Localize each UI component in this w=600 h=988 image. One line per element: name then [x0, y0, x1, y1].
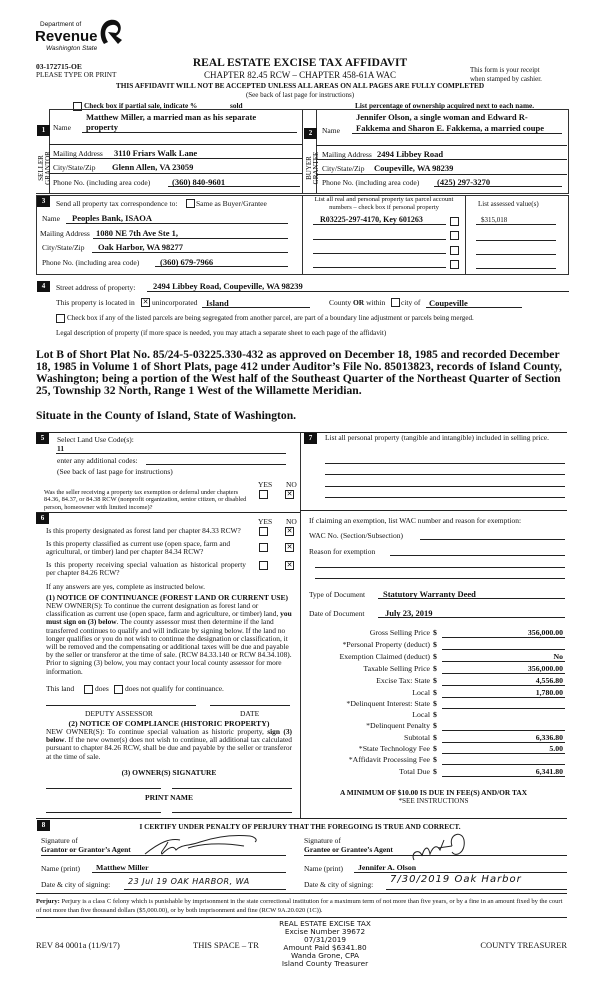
chapter-line: CHAPTER 82.45 RCW – CHAPTER 458-61A WAC [204, 70, 396, 80]
county-value[interactable]: Island [206, 298, 229, 308]
segregated-checkbox[interactable] [56, 314, 65, 323]
perjury-note [36, 898, 568, 915]
amount-label: *State Technology Fee [358, 744, 430, 753]
notice2-text-a: NEW OWNER(S): To continue special valuation as historic property, [46, 727, 264, 736]
field-line [168, 186, 300, 187]
grantee-label: GRANTEE [312, 151, 320, 185]
buyer-city-label: City/State/Zip [322, 164, 365, 173]
amount-label: Exemption Claimed (deduct) [339, 652, 430, 661]
exemption-yes-checkbox[interactable] [259, 490, 268, 499]
currency-sign: $ [433, 710, 437, 719]
deputy-assessor-line[interactable] [46, 705, 196, 706]
personal-property-checkbox[interactable] [450, 260, 459, 269]
s3-name[interactable]: Peoples Bank, ISAOA [72, 213, 153, 223]
seller-side-label [38, 148, 52, 188]
unincorporated-label: unincorporated [152, 298, 198, 307]
seller-phone[interactable]: (360) 840-9601 [172, 177, 226, 187]
personal-property-checkbox[interactable] [450, 246, 459, 255]
field-line [316, 159, 567, 160]
form-id: 03-172715-OE [36, 62, 82, 71]
notice1-title: (1) NOTICE OF CONTINUANCE (FOREST LAND OR CURRENT USE) [46, 593, 289, 602]
buyer-name-line2[interactable]: Fakkema and Sharon E. Fakkema, a married coupe [356, 123, 545, 133]
partial-sale-sold: sold [230, 101, 243, 110]
amount-label: Local [412, 688, 430, 697]
treasurer-stamp [260, 920, 390, 969]
amount-label: Total Due [399, 767, 430, 776]
grantor-date-city-label: Date & city of signing: [41, 880, 111, 889]
owner-signature-label: (3) OWNER(S) SIGNATURE [121, 768, 217, 777]
forest-question: Is this property designated as forest land per chapter 84.33 RCW? [46, 526, 241, 535]
forest-yes-checkbox[interactable] [259, 527, 268, 536]
does-label: does [95, 684, 109, 693]
reason-input[interactable] [390, 555, 565, 556]
grantor-date-city[interactable]: 23 Jul 19 OAK HARBOR, WA [128, 877, 250, 886]
field-line [476, 240, 556, 241]
s3-mailing[interactable]: 1080 NE 7th Ave Ste 1, [96, 228, 179, 238]
buyer-label: BUYER [305, 156, 313, 180]
field-line [442, 649, 565, 650]
stamp-date: 07/31/2019 [303, 935, 347, 945]
minimum-note: A MINIMUM OF $10.00 IS DUE IN FEE(S) AND/OR TAX [339, 788, 528, 797]
currency-sign: $ [433, 767, 437, 776]
amount-value[interactable]: 6,341.80 [535, 767, 563, 776]
divider [36, 917, 567, 918]
field-line [313, 224, 446, 225]
notice2-text-b: . If the new owner(s) does not wish to continue, all additional tax calculated pursuant to chapter 84.26 RCW, shall be due and payable by the seller or transferor at the time of sale. [46, 735, 293, 761]
personal-property-checkbox[interactable] [450, 231, 459, 240]
notice1-bold: you must sign on (3) below [46, 609, 292, 627]
buyer-mailing-label: Mailing Address [322, 150, 372, 159]
legal-label: Legal description of property (if more space is needed, you may attach a separate sheet to each page of the affidavit) [56, 329, 387, 337]
field-line [66, 223, 288, 224]
legal-description: Lot B of Short Plat No. 85/24-5-03225.330-432 as approved on December 18, 1985 and recorded December 18, 1985 in Volume 1 of Short Plats, page 412 under Auditor’s File No. 85013823, records of Island County, Washington; being a portion of the West half of the Southeast Quarter of the Northeast Quarter of Section 25, Township 32 North, Range 1 West of the Willamette Meridian. [36, 348, 562, 397]
amount-label: *Delinquent Penalty [366, 721, 430, 730]
field-line [442, 685, 565, 686]
section-1-badge: 1 [37, 125, 50, 136]
field-line [476, 254, 556, 255]
grantee-sig-of: Signature of [304, 836, 341, 845]
or-word: OR [352, 298, 365, 307]
section-7-badge: 7 [304, 433, 317, 444]
buyer-side-label [306, 148, 320, 188]
stamp-excise-number: Excise Number 39672 [284, 927, 366, 937]
field-line [93, 238, 288, 239]
buyer-phone[interactable]: (425) 297-3270 [437, 177, 491, 187]
field-line [426, 307, 522, 308]
parcel-header-2: numbers – check box if personal property [329, 203, 439, 211]
field-line [155, 266, 288, 267]
this-land-row [46, 684, 74, 693]
seller-name-line2[interactable]: property [86, 122, 118, 132]
reason-line[interactable] [315, 578, 565, 579]
amount-label: Excise Tax: State [376, 676, 430, 685]
does-not-qualify-checkbox[interactable] [114, 685, 123, 694]
currency-sign: $ [433, 699, 437, 708]
currency-sign: $ [433, 721, 437, 730]
stamp-line: REAL ESTATE EXCISE TAX [279, 919, 371, 928]
field-line [378, 598, 565, 599]
field-line[interactable] [325, 463, 565, 464]
field-line [442, 661, 565, 662]
currency-sign: $ [433, 628, 437, 637]
field-line [146, 464, 286, 465]
field-line [316, 174, 567, 175]
notice1-text-b: . The county assessor must then determine if the land transferred continues to qualify and will indicate by signing below. If the land no longer qualifies or you do not wish to continue the designation or classification, it will be removed and the compensating or additional taxes will be due and payable by the seller or transferor at the time of sale. (RCW 84.33.140 or RCW 84.34.108). Prior to signing (3) below, you may contact your local county assessor for more information. [46, 617, 292, 676]
receipt-note-2: when stamped by cashier. [470, 75, 542, 83]
field-line [442, 637, 565, 638]
amount-value[interactable]: 5.00 [549, 744, 563, 753]
parcel-assessed[interactable]: $315,018 [481, 216, 508, 224]
grantor-name[interactable]: Matthew Miller [96, 863, 149, 872]
owner-signature-line[interactable] [46, 788, 161, 789]
located-label: This property is located in [56, 298, 135, 307]
divider [36, 512, 300, 513]
owner-signature-line[interactable] [172, 788, 292, 789]
field-line [313, 267, 446, 268]
logo-revenue: Revenue [35, 28, 98, 45]
within-word: within [366, 298, 386, 307]
assessed-header: List assessed value(s) [478, 200, 539, 208]
field-line [82, 132, 297, 133]
field-line [202, 307, 310, 308]
wac-label: WAC No. (Section/Subsection) [309, 531, 403, 540]
county-word: County [329, 298, 352, 307]
perjury-text: Perjury is a class C felony which is punishable by imprisonment in the state correctional institution for a maximum term of not more than five years, or by a fine in an amount fixed by the court of not more than five thousand dollars ($5,000.00), or by both imprisonment and fine (RCW 9A.20.020 (1C)). [36, 898, 563, 914]
forest-no-checkbox[interactable]: ✕ [286, 527, 293, 535]
field-line [442, 697, 565, 698]
field-line [476, 268, 556, 269]
same-as-buyer-label: Same as Buyer/Grantee [196, 199, 267, 208]
section-8-badge: 8 [37, 820, 50, 831]
situate-line: Situate in the County of Island, State of Washington. [36, 409, 297, 422]
grantor-sig-of: Signature of [41, 836, 78, 845]
amount-label: Subtotal [404, 733, 430, 742]
please-type: PLEASE TYPE OR PRINT [36, 71, 117, 79]
field-line [442, 776, 565, 777]
exemption-question: Was the seller receiving a property tax exemption or deferral under chapters 84.36, 84.37, or 84.38 RCW (nonprofit organization, senior citizen, or disabled person, homeowner with limited income)? [44, 489, 247, 511]
this-space-label: THIS SPACE – TR [193, 940, 259, 950]
doc-type-label: Type of Document [309, 590, 366, 599]
currency-sign: $ [433, 640, 437, 649]
perjury-label: Perjury: [36, 898, 60, 905]
amount-label: *Affidavit Processing Fee [348, 755, 430, 764]
field-line [442, 730, 565, 731]
s3-name-label: Name [42, 214, 60, 223]
s3-phone-label: Phone No. (including area code) [42, 258, 140, 267]
amount-value[interactable]: 356,000.00 [527, 628, 563, 637]
date-line[interactable] [210, 705, 290, 706]
personal-property-checkbox[interactable] [450, 217, 459, 226]
field-line[interactable] [325, 497, 565, 498]
grantor-name-label: Name (print) [41, 864, 80, 873]
field-line [49, 158, 302, 159]
print-name-line[interactable] [172, 812, 292, 813]
stamp-amount: Amount Paid $6341.80 [283, 943, 367, 953]
logo-state: Washington State [46, 45, 98, 52]
field-line [352, 133, 562, 134]
amount-value[interactable]: No [553, 652, 563, 661]
amount-label: Taxable Selling Price [363, 664, 430, 673]
field-line [434, 186, 562, 187]
seller-mailing-label: Mailing Address [53, 149, 103, 158]
field-line [92, 252, 288, 253]
field-line [442, 742, 565, 743]
date-label: DATE [240, 709, 260, 718]
form-revision: REV 84 0001a (11/9/17) [36, 940, 120, 950]
currency-sign: $ [433, 733, 437, 742]
amount-value[interactable]: 356,000.00 [527, 664, 563, 673]
notice1-text-a: NEW OWNER(S): To continue the current designation as forest land or classification as current use (open space, farm and agriculture, or timber) land, [46, 601, 279, 619]
seller-name-line1[interactable]: Matthew Miller, a married man as his separate [86, 112, 257, 122]
notice2-text [46, 728, 292, 761]
current-use-question: Is this property classified as current use (open space, farm and agricultural, or timber) land per chapter 84.34 RCW? [46, 539, 231, 557]
seller-mailing[interactable]: 3110 Friars Walk Lane [114, 148, 198, 158]
revenue-logo-icon [96, 18, 124, 48]
divider [36, 818, 567, 819]
amount-value[interactable]: 6,336.80 [535, 733, 563, 742]
acceptance-notice: THIS AFFIDAVIT WILL NOT BE ACCEPTED UNLESS ALL AREAS ON ALL PAGES ARE FULLY COMPLETED [115, 81, 485, 90]
form-title: REAL ESTATE EXCISE TAX AFFIDAVIT [192, 57, 408, 69]
section-2-badge: 2 [304, 128, 317, 139]
parcel-header [303, 196, 465, 211]
seller-phone-label: Phone No. (including area code) [53, 178, 151, 187]
yes-header: YES [258, 517, 273, 526]
buyer-phone-label: Phone No. (including area code) [322, 178, 420, 187]
field-line [49, 173, 302, 174]
buyer-name-line1[interactable]: Jennifer Olson, a single woman and Edward R- [356, 112, 528, 122]
s3-mailing-label: Mailing Address [40, 229, 90, 238]
field-line [316, 145, 567, 146]
field-line [442, 764, 565, 765]
county-label [329, 298, 385, 307]
correspondence-label: Send all property tax correspondence to: [56, 199, 178, 208]
logo-dept: Department of [40, 21, 82, 28]
currency-sign: $ [433, 652, 437, 661]
field-line [49, 144, 302, 145]
field-line [386, 889, 567, 890]
current-use-yes-checkbox[interactable] [259, 543, 268, 552]
section-4-badge: 4 [37, 281, 50, 292]
currency-sign: $ [433, 755, 437, 764]
amount-value[interactable]: 4,556.80 [535, 676, 563, 685]
reason-label: Reason for exemption [309, 547, 376, 556]
divider [36, 432, 300, 433]
see-instructions: *SEE INSTRUCTIONS [398, 797, 469, 805]
notice2-bold: sign (3) below [46, 727, 292, 745]
does-qualify-checkbox[interactable] [84, 685, 93, 694]
s3-city-label: City/State/Zip [42, 243, 85, 252]
segregated-label: Check box if any of the listed parcels are being segregated from another parcel, are part of a boundary line adjustment or parcels being merged. [67, 314, 474, 322]
field-line [124, 889, 286, 890]
land-use-code[interactable]: 11 [57, 444, 65, 453]
print-name-line[interactable] [46, 812, 161, 813]
deputy-assessor-label: DEPUTY ASSESSOR [85, 709, 153, 718]
field-line [378, 617, 565, 618]
grantor-agent-label: Grantor or Grantor’s Agent [41, 845, 131, 854]
divider [36, 893, 567, 894]
buyer-name-label: Name [322, 126, 340, 135]
field-line [92, 872, 286, 873]
field-line[interactable] [325, 474, 565, 475]
seller-label: SELLER [37, 155, 45, 181]
additional-codes-label: enter any additional codes: [57, 456, 138, 465]
yes-header: YES [258, 480, 273, 489]
currency-sign: $ [433, 688, 437, 697]
field-line [442, 753, 565, 754]
amount-label: Gross Selling Price [369, 628, 430, 637]
seller-city[interactable]: Glenn Allen, VA 23059 [112, 162, 194, 172]
seller-name-label: Name [53, 123, 71, 132]
exemption-instructions: If claiming an exemption, list WAC number and reason for exemption: [309, 516, 522, 525]
county-treasurer-label: COUNTY TREASURER [480, 940, 567, 950]
divider [465, 195, 466, 274]
certify-statement: I CERTIFY UNDER PENALTY OF PERJURY THAT THE FOREGOING IS TRUE AND CORRECT. [139, 822, 461, 831]
section-3-badge: 3 [37, 196, 50, 207]
parcel-header-1: List all real and personal property tax parcel account [314, 196, 454, 203]
stamp-signer: Wanda Grone, CPA [291, 951, 359, 961]
amount-value[interactable]: 1,780.00 [535, 688, 563, 697]
notice1-text [46, 602, 292, 676]
exemption-no-checkbox[interactable]: ✕ [286, 490, 293, 498]
doc-date[interactable]: July 23, 2019 [385, 608, 433, 618]
field-line[interactable] [325, 486, 565, 487]
see-back-note: (See back of last page for instructions) [245, 91, 355, 99]
currency-sign: $ [433, 664, 437, 673]
field-line [354, 872, 567, 873]
grantee-name[interactable]: Jennifer A. Olson [358, 863, 417, 872]
notice2-title: (2) NOTICE OF COMPLIANCE (HISTORIC PROPERTY) [68, 719, 270, 728]
buyer-mailing[interactable]: 2494 Libbey Road [377, 149, 444, 159]
personal-property-label: List all personal property (tangible and intangible) included in selling price. [325, 433, 549, 442]
print-name-label: PRINT NAME [145, 793, 193, 802]
grantee-name-label: Name (print) [304, 864, 343, 873]
receipt-note-1: This form is your receipt [470, 66, 540, 74]
this-land-label: This land [46, 684, 75, 693]
historical-no-checkbox[interactable]: ✕ [286, 561, 293, 569]
amount-label: Local [412, 710, 430, 719]
seller-city-label: City/State/Zip [53, 163, 96, 172]
buyer-city[interactable]: Coupeville, WA 98239 [374, 163, 454, 173]
same-as-buyer-checkbox[interactable] [186, 199, 195, 208]
no-header: NO [286, 480, 297, 489]
grantee-signature-line [304, 855, 567, 856]
does-not-label: does not qualify for continuance. [125, 684, 224, 693]
field-line [313, 253, 446, 254]
field-line [442, 708, 565, 709]
grantor-signature[interactable] [140, 832, 270, 856]
historical-question: Is this property receiving special valuation as historical property per chapter 84.26 RCW? [46, 560, 246, 578]
grantor-label: GRANTOR [44, 151, 52, 185]
city-label: city of [401, 298, 421, 307]
field-line [476, 224, 556, 225]
grantee-date-city[interactable]: 7/30/2019 Oak Harbor [390, 874, 522, 885]
grantee-date-city-label: Date & city of signing: [304, 880, 374, 889]
section-5-badge: 5 [36, 433, 49, 444]
field-line [56, 453, 286, 454]
city-checkbox[interactable] [391, 298, 400, 307]
currency-sign: $ [433, 744, 437, 753]
parcel-number[interactable]: R03225-297-4170, Key 601263 [320, 215, 423, 224]
current-use-no-checkbox[interactable]: ✕ [286, 543, 293, 551]
wac-input[interactable] [420, 539, 565, 540]
ownership-note: List percentage of ownership acquired next to each name. [355, 101, 535, 110]
historical-yes-checkbox[interactable] [259, 561, 268, 570]
section-6-badge: 6 [36, 513, 49, 524]
field-line [147, 291, 569, 292]
street-address[interactable]: 2494 Libbey Road, Coupeville, WA 98239 [153, 281, 303, 291]
partial-sale-label: Check box if partial sale, indicate % [84, 101, 198, 110]
amount-label: *Personal Property (deduct) [342, 640, 430, 649]
unincorporated-checkbox[interactable]: ✕ [142, 298, 149, 306]
reason-line[interactable] [315, 567, 565, 568]
stamp-office: Island County Treasurer [281, 959, 369, 969]
field-line [442, 673, 565, 674]
grantee-signature[interactable] [408, 830, 468, 870]
street-label: Street address of property: [56, 283, 136, 292]
s3-phone[interactable]: (360) 679-7966 [160, 257, 214, 267]
s3-city[interactable]: Oak Harbor, WA 98277 [98, 242, 184, 252]
no-header: NO [286, 517, 297, 526]
land-use-label: Select Land Use Code(s): [57, 435, 134, 444]
grantor-signature-line [41, 855, 286, 856]
field-line [313, 239, 446, 240]
grantee-agent-label: Grantee or Grantee’s Agent [304, 845, 393, 854]
divider [300, 510, 567, 511]
doc-type[interactable]: Statutory Warranty Deed [383, 589, 476, 599]
doc-date-label: Date of Document [309, 609, 365, 618]
if-yes-note: If any answers are yes, complete as instructed below. [46, 582, 206, 591]
amount-label: *Delinquent Interest: State [346, 699, 430, 708]
currency-sign: $ [433, 676, 437, 685]
city-value[interactable]: Coupeville [429, 298, 468, 308]
land-use-see-back: (See back of last page for instructions) [57, 467, 173, 476]
